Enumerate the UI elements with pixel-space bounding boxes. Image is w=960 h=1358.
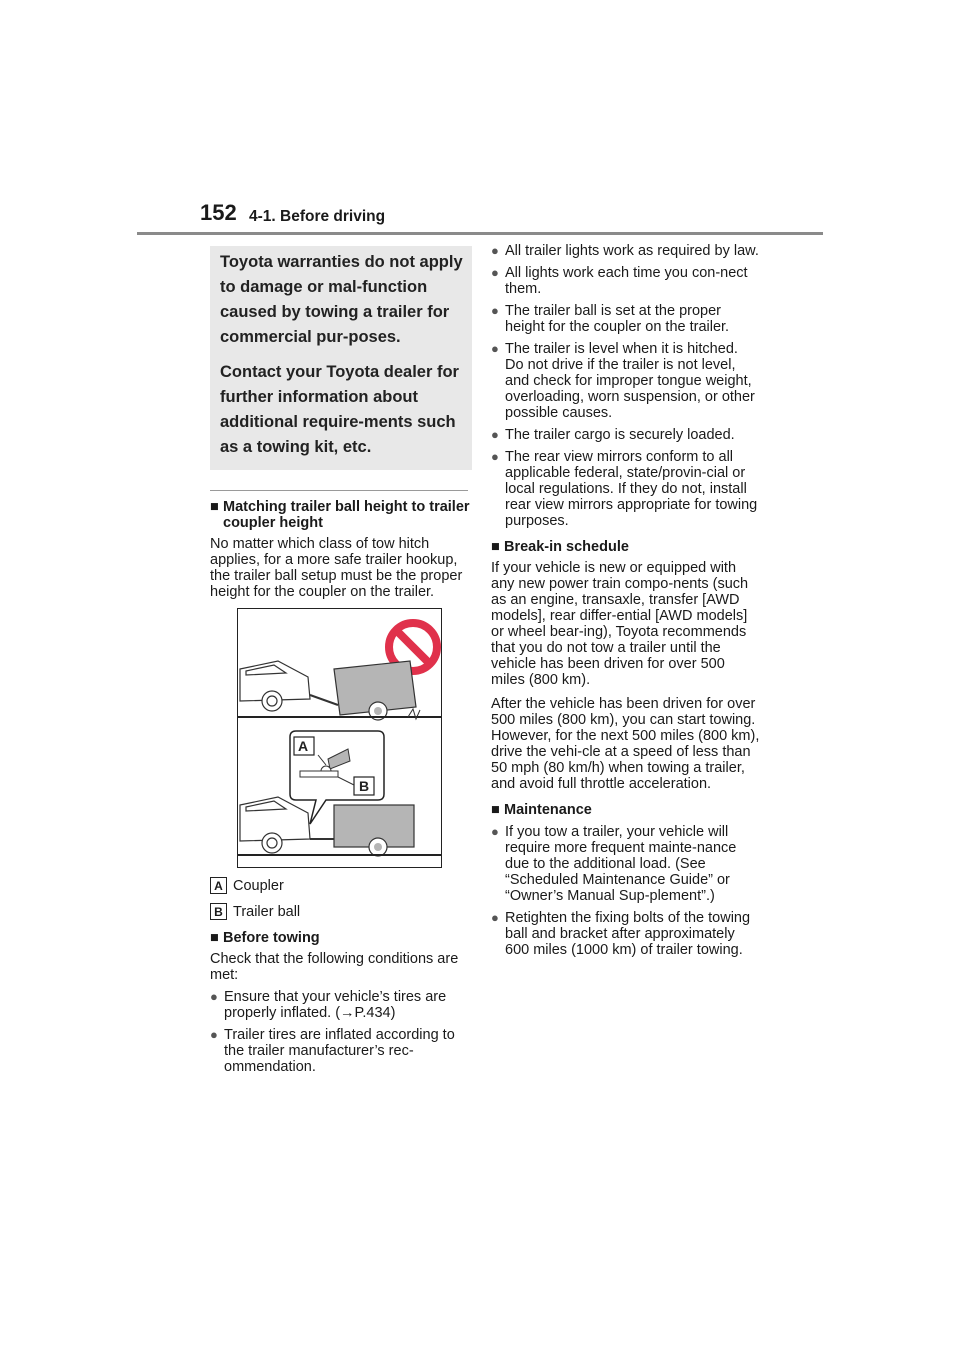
list-item-text: If you tow a trailer, your vehicle will require more frequent mainte-nance due to the additional load. (See “Scheduled Maintenance Guide” or “Owner’s Manual Sup-plement”.) <box>505 824 737 904</box>
before-towing-heading <box>210 930 472 946</box>
list-item-text: All trailer lights work as required by law. <box>505 243 759 259</box>
figure-label-a: A <box>298 738 309 754</box>
break-in-para-1: If your vehicle is new or equipped with any new power train compo-nents (such as an engine, transaxle, transfer [AWD models], rear differ-ential [AWD models] or wheel bear-ing), Toyota recommends that you do not tow a trailer until the vehicle has been driven for over 500 miles (800 km). <box>491 560 749 688</box>
list-item-text: The trailer cargo is securely loaded. <box>505 427 735 443</box>
list-item <box>491 824 761 904</box>
bullet-dot-icon: ● <box>491 243 499 258</box>
bullet-dot-icon: ● <box>491 303 499 318</box>
list-item-text: The rear view mirrors conform to all applicable federal, state/provin-cial or local regulations. If they do not, install rear view mirrors appropriate for towing purposes. <box>505 449 758 529</box>
list-item-text: All lights work each time you con-nect them. <box>505 265 748 297</box>
trailer-height-figure <box>237 608 442 868</box>
list-item <box>491 449 761 529</box>
square-marker-icon: ■ <box>210 930 219 946</box>
legend-trailer-ball <box>210 903 472 920</box>
maintenance-heading <box>491 802 761 818</box>
bullet-dot-icon: ● <box>491 910 499 925</box>
before-towing-intro: Check that the following conditions are met: <box>210 951 459 983</box>
matching-heading-text: Matching trailer ball height to trailer coupler height <box>223 499 470 531</box>
list-item-text: Ensure that your vehicle’s tires are properly inflated. (→P.434) <box>224 989 447 1021</box>
section-divider <box>210 490 468 491</box>
bullet-dot-icon: ● <box>210 1027 218 1042</box>
matching-body: No matter which class of tow hitch applies, for a more safe trailer hookup, the trailer ball setup must be the proper height for the coupler on the trailer. <box>210 536 463 600</box>
warning-text-2: Contact your Toyota dealer for further information about additional require-ments such as a towing kit, etc. <box>220 363 459 456</box>
warning-box <box>210 246 472 470</box>
maintenance-heading-text: Maintenance <box>504 802 592 818</box>
trailer-bottom-level <box>334 805 414 856</box>
legend-key-b: B <box>210 903 227 920</box>
list-item <box>491 265 761 297</box>
bullet-dot-icon: ● <box>491 265 499 280</box>
break-in-heading-text: Break-in schedule <box>504 539 629 555</box>
trailer-illustration <box>238 609 441 867</box>
car-bottom <box>240 797 310 853</box>
break-in-heading <box>491 539 761 555</box>
list-item <box>491 427 761 443</box>
section-title: 4-1. Before driving <box>249 208 386 225</box>
matching-heading <box>210 499 472 531</box>
legend-text-b: Trailer ball <box>233 903 301 920</box>
bullet-dot-icon: ● <box>210 989 218 1004</box>
car-top <box>240 661 310 711</box>
before-towing-heading-text: Before towing <box>223 930 320 946</box>
bullet-dot-icon: ● <box>491 341 499 356</box>
list-item <box>210 1027 472 1075</box>
bullet-dot-icon: ● <box>491 449 499 464</box>
page-number: 152 <box>200 200 237 225</box>
bullet-dot-icon: ● <box>491 824 499 839</box>
right-column <box>491 243 761 958</box>
square-marker-icon: ■ <box>491 539 500 555</box>
warning-text-1: Toyota warranties do not apply to damage or mal-function caused by towing a trailer for commercial pur-poses. <box>220 253 463 346</box>
list-item <box>491 341 761 421</box>
legend-text-a: Coupler <box>233 877 284 894</box>
list-item-text: Trailer tires are inflated according to the trailer manufacturer’s rec-ommendation. <box>224 1027 455 1075</box>
trailer-top-tilted <box>334 661 416 720</box>
bullet-dot-icon: ● <box>491 427 499 442</box>
list-item <box>210 989 472 1021</box>
square-marker-icon: ■ <box>210 499 219 515</box>
list-item-text: Retighten the fixing bolts of the towing ball and bracket after approximately 600 miles (1000 km) of trailer towing. <box>505 910 751 958</box>
square-marker-icon: ■ <box>491 802 500 818</box>
list-item-text: The trailer is level when it is hitched. Do not drive if the trailer is not level, and check for improper tongue weight, overloading, worn suspension, or other possible causes. <box>505 341 755 421</box>
header-divider <box>137 232 823 235</box>
legend-key-a: A <box>210 877 227 894</box>
break-in-para-2: After the vehicle has been driven for over 500 miles (800 km), you can start towing. However, for the next 500 miles (800 km), drive the vehi-cle at a speed of less than 50 mph (80 km/h) when towing a trailer, and avoid full throttle acceleration. <box>491 696 760 792</box>
list-item <box>491 243 761 259</box>
legend-coupler <box>210 877 472 894</box>
figure-label-b: B <box>359 778 370 794</box>
left-column <box>210 246 472 1075</box>
list-item-text: The trailer ball is set at the proper height for the coupler on the trailer. <box>505 303 730 335</box>
list-item <box>491 303 761 335</box>
list-item <box>491 910 761 958</box>
